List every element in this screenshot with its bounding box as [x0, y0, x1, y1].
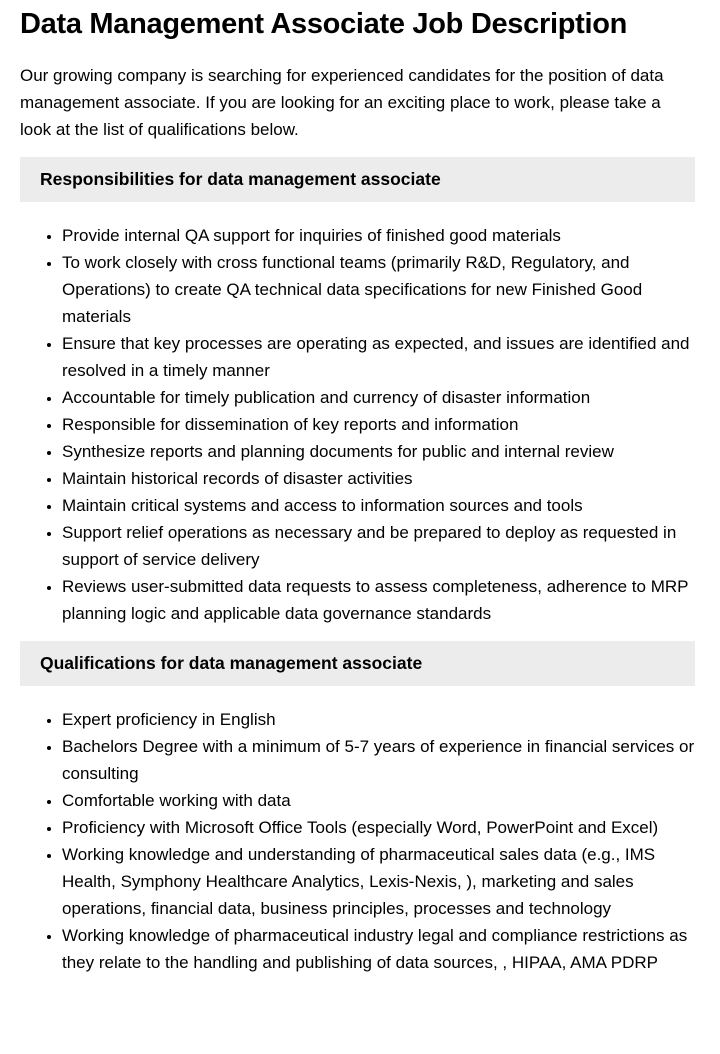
section-heading-label: Qualifications for data management associate [40, 653, 423, 673]
list-item: • Working knowledge and understanding of pharmaceutical sales data (e.g., IMS Health, Symphony Healthcare Analytics, Lexis-Nexis, ), marketing and sales operations, financial data, business principles, processes and technology [62, 841, 695, 922]
page-title: Data Management Associate Job Description [20, 8, 628, 40]
list-item: • Synthesize reports and planning documents for public and internal review [62, 438, 695, 465]
list-item: • Proficiency with Microsoft Office Tools (especially Word, PowerPoint and Excel) [62, 814, 695, 841]
list-item: • Expert proficiency in English [62, 706, 695, 733]
list-item: • Comfortable working with data [62, 787, 695, 814]
qualifications-list [20, 706, 695, 976]
list-item: • Maintain historical records of disaster activities [62, 465, 695, 492]
section-heading-responsibilities [20, 157, 695, 202]
list-item: • Provide internal QA support for inquiries of finished good materials [62, 222, 695, 249]
section-heading-qualifications [20, 641, 695, 686]
list-item: • Responsible for dissemination of key reports and information [62, 411, 695, 438]
section-heading-label: Responsibilities for data management associate [40, 169, 441, 189]
list-item: • Support relief operations as necessary and be prepared to deploy as requested in support of service delivery [62, 519, 695, 573]
list-item: • Maintain critical systems and access to information sources and tools [62, 492, 695, 519]
list-item: • To work closely with cross functional teams (primarily R&D, Regulatory, and Operations) to create QA technical data specifications for new Finished Good materials [62, 249, 695, 330]
list-item: • Ensure that key processes are operating as expected, and issues are identified and resolved in a timely manner [62, 330, 695, 384]
list-item: • Reviews user-submitted data requests to assess completeness, adherence to MRP planning logic and applicable data governance standards [62, 573, 695, 627]
list-item: • Accountable for timely publication and currency of disaster information [62, 384, 695, 411]
list-item: • Bachelors Degree with a minimum of 5-7 years of experience in financial services or consulting [62, 733, 695, 787]
list-item: • Working knowledge of pharmaceutical industry legal and compliance restrictions as they relate to the handling and publishing of data sources, , HIPAA, AMA PDRP [62, 922, 695, 976]
intro-paragraph: Our growing company is searching for experienced candidates for the position of data management associate. If you are looking for an exciting place to work, please take a look at the list of qualifications below. [20, 66, 664, 139]
responsibilities-list [20, 222, 695, 627]
